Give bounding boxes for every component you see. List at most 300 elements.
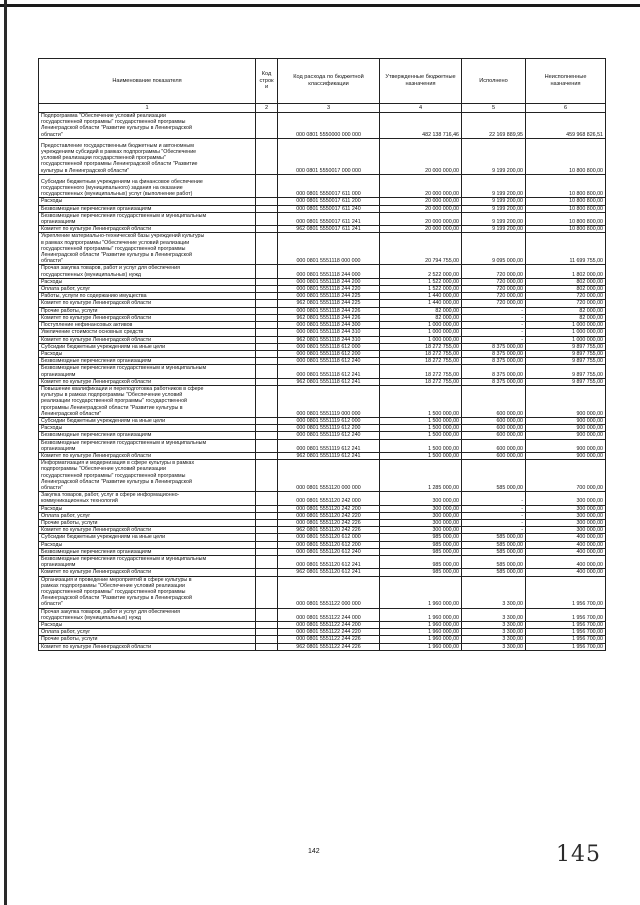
row-approved-amount: 1 960 000,00 <box>380 643 462 650</box>
row-remaining-amount: 9 897 755,00 <box>526 365 606 378</box>
header-budget-classification-code: Код расхода по бюджетной классификации <box>278 59 380 104</box>
table-row <box>39 174 606 198</box>
row-line-code <box>256 417 278 424</box>
row-executed-amount: 9 199 200,00 <box>462 198 526 205</box>
row-indicator-name: Комитет по культуре Ленинградской области <box>39 226 256 233</box>
row-budget-code: 000 0801 5551119 612 241 <box>278 439 380 452</box>
table-row <box>39 569 606 576</box>
row-approved-amount: 1 285 000,00 <box>380 460 462 492</box>
row-executed-amount: - <box>462 307 526 314</box>
row-remaining-amount: 459 968 826,51 <box>526 113 606 139</box>
table-row <box>39 512 606 519</box>
row-budget-code: 000 0801 5551119 612 200 <box>278 425 380 432</box>
row-approved-amount: 1 522 000,00 <box>380 278 462 285</box>
row-remaining-amount: 10 800 800,00 <box>526 226 606 233</box>
row-executed-amount: 720 000,00 <box>462 265 526 278</box>
row-executed-amount: 600 000,00 <box>462 439 526 452</box>
table-row <box>39 439 606 452</box>
row-remaining-amount: 900 000,00 <box>526 452 606 459</box>
row-budget-code: 962 0801 5551118 612 241 <box>278 378 380 385</box>
row-executed-amount: 585 000,00 <box>462 569 526 576</box>
row-executed-amount: - <box>462 519 526 526</box>
column-number-2: 2 <box>256 104 278 113</box>
row-line-code <box>256 378 278 385</box>
row-remaining-amount: 1 000 000,00 <box>526 322 606 329</box>
row-remaining-amount: 400 000,00 <box>526 534 606 541</box>
row-indicator-name: Безвозмездные перечисления государственным и муниципальным организациям <box>39 365 256 378</box>
row-executed-amount: 585 000,00 <box>462 541 526 548</box>
row-indicator-name: Поступление нефинансовых активов <box>39 322 256 329</box>
row-approved-amount: 1 500 000,00 <box>380 425 462 432</box>
row-remaining-amount: 900 000,00 <box>526 425 606 432</box>
row-approved-amount: 82 000,00 <box>380 314 462 321</box>
row-approved-amount: 1 500 000,00 <box>380 452 462 459</box>
row-budget-code: 000 0801 5551118 612 241 <box>278 365 380 378</box>
column-number-6: 6 <box>526 104 606 113</box>
row-executed-amount: - <box>462 329 526 336</box>
row-remaining-amount: 300 000,00 <box>526 519 606 526</box>
row-approved-amount: 1 522 000,00 <box>380 286 462 293</box>
row-executed-amount: 585 000,00 <box>462 556 526 569</box>
row-budget-code: 000 0801 5551120 000 000 <box>278 460 380 492</box>
row-approved-amount: 20 000 000,00 <box>380 174 462 198</box>
row-executed-amount: 3 300,00 <box>462 629 526 636</box>
row-budget-code: 962 0801 5551119 612 241 <box>278 452 380 459</box>
row-executed-amount: 9 199 200,00 <box>462 174 526 198</box>
row-line-code <box>256 329 278 336</box>
table-row <box>39 548 606 555</box>
table-row <box>39 608 606 621</box>
table-row <box>39 113 606 139</box>
row-line-code <box>256 569 278 576</box>
row-remaining-amount: 400 000,00 <box>526 548 606 555</box>
row-approved-amount: 1 500 000,00 <box>380 417 462 424</box>
table-row <box>39 378 606 385</box>
row-budget-code: 000 0801 5551118 000 000 <box>278 233 380 265</box>
row-indicator-name: Прочая закупка товаров, работ и услуг для обеспечения государственных (муниципальных) нужд <box>39 608 256 621</box>
table-row <box>39 519 606 526</box>
column-number-5: 5 <box>462 104 526 113</box>
row-remaining-amount: 1 956 700,00 <box>526 622 606 629</box>
row-executed-amount: 600 000,00 <box>462 432 526 439</box>
row-executed-amount: 9 199 200,00 <box>462 138 526 174</box>
row-executed-amount: 3 300,00 <box>462 636 526 643</box>
row-executed-amount: 8 375 000,00 <box>462 350 526 357</box>
table-row <box>39 314 606 321</box>
row-budget-code: 000 0801 5550017 611 200 <box>278 198 380 205</box>
row-line-code <box>256 636 278 643</box>
row-budget-code: 000 0801 5551120 242 000 <box>278 492 380 505</box>
row-indicator-name: Безвозмездные перечисления организациям <box>39 205 256 212</box>
row-budget-code: 000 0801 5550000 000 000 <box>278 113 380 139</box>
row-executed-amount: 600 000,00 <box>462 417 526 424</box>
table-row <box>39 350 606 357</box>
row-remaining-amount: 11 699 755,00 <box>526 233 606 265</box>
row-executed-amount: 600 000,00 <box>462 425 526 432</box>
row-indicator-name: Комитет по культуре Ленинградской области <box>39 452 256 459</box>
row-executed-amount: 720 000,00 <box>462 300 526 307</box>
row-line-code <box>256 460 278 492</box>
table-header-row <box>39 59 606 104</box>
row-budget-code: 962 0801 5551118 244 225 <box>278 300 380 307</box>
table-row <box>39 226 606 233</box>
row-line-code <box>256 629 278 636</box>
row-approved-amount: 18 272 755,00 <box>380 343 462 350</box>
row-indicator-name: Оплата работ, услуг <box>39 629 256 636</box>
row-indicator-name: Информатизация и модернизация в сфере культуры в рамках подпрограммы "Обеспечение условий реализации государственной программы" государственной программы Ленинградской области "Развитие культуры в Ленинградской области" <box>39 460 256 492</box>
row-line-code <box>256 198 278 205</box>
row-executed-amount: 22 169 889,95 <box>462 113 526 139</box>
row-approved-amount: 1 440 000,00 <box>380 293 462 300</box>
row-budget-code: 000 0801 5550017 611 240 <box>278 205 380 212</box>
table-row <box>39 265 606 278</box>
row-remaining-amount: 9 897 755,00 <box>526 358 606 365</box>
row-line-code <box>256 365 278 378</box>
row-approved-amount: 1 440 000,00 <box>380 300 462 307</box>
row-remaining-amount: 300 000,00 <box>526 505 606 512</box>
table-body <box>39 113 606 651</box>
row-executed-amount: 8 375 000,00 <box>462 378 526 385</box>
row-approved-amount: 1 500 000,00 <box>380 432 462 439</box>
row-indicator-name: Субсидии бюджетным учреждениям на иные цели <box>39 343 256 350</box>
row-approved-amount: 20 000 000,00 <box>380 226 462 233</box>
table-row <box>39 576 606 608</box>
row-approved-amount: 20 000 000,00 <box>380 205 462 212</box>
row-line-code <box>256 505 278 512</box>
row-line-code <box>256 212 278 225</box>
row-approved-amount: 1 500 000,00 <box>380 439 462 452</box>
row-remaining-amount: 900 000,00 <box>526 432 606 439</box>
row-line-code <box>256 358 278 365</box>
row-indicator-name: Увеличение стоимости основных средств <box>39 329 256 336</box>
row-executed-amount: 8 375 000,00 <box>462 343 526 350</box>
row-approved-amount: 20 000 000,00 <box>380 212 462 225</box>
table-row <box>39 425 606 432</box>
row-remaining-amount: 802 000,00 <box>526 278 606 285</box>
row-indicator-name: Расходы <box>39 198 256 205</box>
row-indicator-name: Комитет по культуре Ленинградской области <box>39 643 256 650</box>
row-approved-amount: 1 960 000,00 <box>380 622 462 629</box>
row-budget-code: 962 0801 5550017 611 241 <box>278 226 380 233</box>
column-numbering-row <box>39 104 606 113</box>
row-approved-amount: 985 000,00 <box>380 548 462 555</box>
row-budget-code: 000 0801 5551120 242 200 <box>278 505 380 512</box>
row-remaining-amount: 1 956 700,00 <box>526 629 606 636</box>
row-remaining-amount: 10 800 800,00 <box>526 198 606 205</box>
row-remaining-amount: 720 000,00 <box>526 300 606 307</box>
row-executed-amount: 720 000,00 <box>462 278 526 285</box>
row-line-code <box>256 226 278 233</box>
row-line-code <box>256 307 278 314</box>
row-budget-code: 000 0801 5550017 000 000 <box>278 138 380 174</box>
row-budget-code: 000 0801 5551118 612 000 <box>278 343 380 350</box>
row-line-code <box>256 527 278 534</box>
row-budget-code: 000 0801 5550017 611 000 <box>278 174 380 198</box>
row-indicator-name: Субсидии бюджетным учреждениям на иные цели <box>39 534 256 541</box>
row-approved-amount: 1 960 000,00 <box>380 636 462 643</box>
row-remaining-amount: 10 800 800,00 <box>526 174 606 198</box>
row-budget-code: 000 0801 5551118 244 220 <box>278 286 380 293</box>
table-row <box>39 385 606 417</box>
table-row <box>39 286 606 293</box>
row-line-code <box>256 439 278 452</box>
row-indicator-name: Безвозмездные перечисления государственным и муниципальным организациям <box>39 439 256 452</box>
table-row <box>39 636 606 643</box>
row-indicator-name: Комитет по культуре Ленинградской области <box>39 527 256 534</box>
row-line-code <box>256 322 278 329</box>
table-row <box>39 541 606 548</box>
row-remaining-amount: 9 897 755,00 <box>526 378 606 385</box>
row-executed-amount: - <box>462 492 526 505</box>
row-line-code <box>256 174 278 198</box>
table-row <box>39 534 606 541</box>
row-indicator-name: Безвозмездные перечисления государственным и муниципальным организациям <box>39 212 256 225</box>
row-budget-code: 000 0801 5551118 244 310 <box>278 329 380 336</box>
row-approved-amount: 82 000,00 <box>380 307 462 314</box>
row-remaining-amount: 700 000,00 <box>526 460 606 492</box>
table-row <box>39 358 606 365</box>
row-remaining-amount: 1 000 000,00 <box>526 336 606 343</box>
table-row <box>39 505 606 512</box>
table-row <box>39 556 606 569</box>
stamped-sheet-number: 145 <box>556 842 601 867</box>
row-remaining-amount: 900 000,00 <box>526 417 606 424</box>
column-number-1: 1 <box>39 104 256 113</box>
row-line-code <box>256 233 278 265</box>
row-executed-amount: 585 000,00 <box>462 534 526 541</box>
row-budget-code: 000 0801 5551122 244 220 <box>278 629 380 636</box>
row-executed-amount: 3 300,00 <box>462 622 526 629</box>
row-line-code <box>256 432 278 439</box>
column-number-4: 4 <box>380 104 462 113</box>
row-approved-amount: 1 000 000,00 <box>380 336 462 343</box>
row-executed-amount: 9 199 200,00 <box>462 212 526 225</box>
table-row <box>39 492 606 505</box>
row-indicator-name: Безвозмездные перечисления организациям <box>39 358 256 365</box>
top-border-rule <box>0 4 640 7</box>
row-remaining-amount: 1 802 000,00 <box>526 265 606 278</box>
row-indicator-name: Предоставление государственным бюджетным и автономным учреждениям субсидий в рамках подпрограммы "Обеспечение условий реализации государственной программы" государственной программы Ленинградской области "Развитие культуры в Ленинградской области" <box>39 138 256 174</box>
row-budget-code: 962 0801 5551118 244 226 <box>278 314 380 321</box>
header-line-code: Код строк и <box>256 59 278 104</box>
row-budget-code: 000 0801 5551118 244 300 <box>278 322 380 329</box>
row-indicator-name: Расходы <box>39 622 256 629</box>
row-line-code <box>256 205 278 212</box>
row-approved-amount: 1 960 000,00 <box>380 608 462 621</box>
row-budget-code: 000 0801 5551118 244 225 <box>278 293 380 300</box>
row-executed-amount: 3 300,00 <box>462 576 526 608</box>
row-indicator-name: Укрепление материально-технической базы учреждений культуры в рамках подпрограммы "Обеспечение условий реализации государственной программы" государственной программы Ленинградской области "Развитие культуры в Ленинградской области" <box>39 233 256 265</box>
row-budget-code: 962 0801 5551120 242 226 <box>278 527 380 534</box>
row-executed-amount: 585 000,00 <box>462 460 526 492</box>
row-remaining-amount: 1 956 700,00 <box>526 643 606 650</box>
row-executed-amount: 720 000,00 <box>462 293 526 300</box>
row-remaining-amount: 400 000,00 <box>526 541 606 548</box>
row-approved-amount: 300 000,00 <box>380 519 462 526</box>
table-row <box>39 417 606 424</box>
row-indicator-name: Прочая закупка товаров, работ и услуг для обеспечения государственных (муниципальных) нужд <box>39 265 256 278</box>
row-indicator-name: Расходы <box>39 541 256 548</box>
table-row <box>39 212 606 225</box>
row-budget-code: 000 0801 5551120 612 000 <box>278 534 380 541</box>
row-line-code <box>256 286 278 293</box>
row-remaining-amount: 900 000,00 <box>526 439 606 452</box>
row-budget-code: 000 0801 5551118 244 226 <box>278 307 380 314</box>
table-row <box>39 198 606 205</box>
row-approved-amount: 20 794 755,00 <box>380 233 462 265</box>
row-line-code <box>256 556 278 569</box>
table-row <box>39 307 606 314</box>
row-line-code <box>256 278 278 285</box>
row-indicator-name: Оплата работ, услуг <box>39 512 256 519</box>
row-approved-amount: 482 138 716,46 <box>380 113 462 139</box>
row-executed-amount: 9 199 200,00 <box>462 226 526 233</box>
row-budget-code: 000 0801 5551120 612 240 <box>278 548 380 555</box>
row-budget-code: 000 0801 5551119 612 000 <box>278 417 380 424</box>
table-row <box>39 365 606 378</box>
row-line-code <box>256 622 278 629</box>
row-budget-code: 000 0801 5551120 242 220 <box>278 512 380 519</box>
row-line-code <box>256 643 278 650</box>
row-budget-code: 000 0801 5551118 244 200 <box>278 278 380 285</box>
row-remaining-amount: 802 000,00 <box>526 286 606 293</box>
row-line-code <box>256 293 278 300</box>
row-budget-code: 962 0801 5551122 244 226 <box>278 643 380 650</box>
row-budget-code: 000 0801 5551119 000 000 <box>278 385 380 417</box>
row-remaining-amount: 1 000 000,00 <box>526 329 606 336</box>
row-indicator-name: Комитет по культуре Ленинградской области <box>39 314 256 321</box>
row-indicator-name: Организация и проведение мероприятий в сфере культуры в рамках подпрограммы "Обеспечение условий реализации государственной программы" государственной программы Ленинградской области "Развитие культуры в Ленинградской области" <box>39 576 256 608</box>
row-budget-code: 000 0801 5551120 612 200 <box>278 541 380 548</box>
row-remaining-amount: 82 000,00 <box>526 307 606 314</box>
row-indicator-name: Комитет по культуре Ленинградской области <box>39 336 256 343</box>
row-line-code <box>256 541 278 548</box>
row-budget-code: 000 0801 5551122 244 000 <box>278 608 380 621</box>
row-budget-code: 000 0801 5551118 244 000 <box>278 265 380 278</box>
row-indicator-name: Расходы <box>39 350 256 357</box>
row-executed-amount: - <box>462 336 526 343</box>
row-remaining-amount: 400 000,00 <box>526 556 606 569</box>
row-line-code <box>256 300 278 307</box>
row-line-code <box>256 519 278 526</box>
row-remaining-amount: 1 956 700,00 <box>526 636 606 643</box>
table-row <box>39 322 606 329</box>
table-row <box>39 233 606 265</box>
table-row <box>39 452 606 459</box>
row-remaining-amount: 720 000,00 <box>526 293 606 300</box>
row-budget-code: 000 0801 5550017 611 241 <box>278 212 380 225</box>
row-budget-code: 000 0801 5551122 000 000 <box>278 576 380 608</box>
row-remaining-amount: 300 000,00 <box>526 492 606 505</box>
row-approved-amount: 985 000,00 <box>380 556 462 569</box>
row-executed-amount: - <box>462 527 526 534</box>
row-indicator-name: Комитет по культуре Ленинградской области <box>39 569 256 576</box>
row-indicator-name: Безвозмездные перечисления организациям <box>39 548 256 555</box>
row-approved-amount: 1 000 000,00 <box>380 329 462 336</box>
header-approved-assignments: Утвержденные бюджетные назначения <box>380 59 462 104</box>
row-line-code <box>256 385 278 417</box>
row-approved-amount: 300 000,00 <box>380 492 462 505</box>
row-approved-amount: 2 522 000,00 <box>380 265 462 278</box>
row-line-code <box>256 492 278 505</box>
row-indicator-name: Повышение квалификации и переподготовка работников в сфере культуры в рамках подпрограммы "Обеспечение условий реализации государственной программы" государственной программы Ленинградской области "Развитие культуры в Ленинградской области" <box>39 385 256 417</box>
row-indicator-name: Работы, услуги по содержанию имущества <box>39 293 256 300</box>
header-unexecuted-assignments: Неисполненные назначения <box>526 59 606 104</box>
row-approved-amount: 1 000 000,00 <box>380 322 462 329</box>
row-line-code <box>256 265 278 278</box>
table-row <box>39 343 606 350</box>
row-line-code <box>256 512 278 519</box>
row-indicator-name: Субсидии бюджетным учреждениям на финансовое обеспечение государственного (муниципального) задания на оказание государственных (муниципальных) услуг (выполнение работ) <box>39 174 256 198</box>
row-executed-amount: 3 300,00 <box>462 643 526 650</box>
row-executed-amount: 9 199 200,00 <box>462 205 526 212</box>
row-indicator-name: Прочие работы, услуги <box>39 519 256 526</box>
table-row <box>39 205 606 212</box>
row-budget-code: 000 0801 5551119 612 240 <box>278 432 380 439</box>
row-remaining-amount: 9 897 755,00 <box>526 343 606 350</box>
left-margin-rule <box>4 0 7 905</box>
row-remaining-amount: 10 800 800,00 <box>526 212 606 225</box>
row-approved-amount: 1 960 000,00 <box>380 576 462 608</box>
row-remaining-amount: 300 000,00 <box>526 527 606 534</box>
row-budget-code: 000 0801 5551118 612 200 <box>278 350 380 357</box>
row-approved-amount: 20 000 000,00 <box>380 198 462 205</box>
header-indicator-name: Наименование показателя <box>39 59 256 104</box>
row-executed-amount: 8 375 000,00 <box>462 358 526 365</box>
table-row <box>39 329 606 336</box>
row-budget-code: 000 0801 5551120 242 226 <box>278 519 380 526</box>
row-remaining-amount: 10 800 800,00 <box>526 205 606 212</box>
row-approved-amount: 985 000,00 <box>380 569 462 576</box>
table-row <box>39 278 606 285</box>
row-line-code <box>256 336 278 343</box>
column-number-3: 3 <box>278 104 380 113</box>
row-approved-amount: 300 000,00 <box>380 527 462 534</box>
row-executed-amount: - <box>462 505 526 512</box>
row-remaining-amount: 82 000,00 <box>526 314 606 321</box>
row-line-code <box>256 576 278 608</box>
table-row <box>39 460 606 492</box>
row-executed-amount: - <box>462 322 526 329</box>
row-indicator-name: Расходы <box>39 505 256 512</box>
row-budget-code: 000 0801 5551120 612 241 <box>278 556 380 569</box>
row-approved-amount: 18 272 755,00 <box>380 350 462 357</box>
row-line-code <box>256 314 278 321</box>
row-remaining-amount: 10 800 800,00 <box>526 138 606 174</box>
row-executed-amount: - <box>462 512 526 519</box>
row-indicator-name: Подпрограмма "Обеспечение условий реализации государственной программы" государственной программы Ленинградской области "Развитие культуры в Ленинградской области" <box>39 113 256 139</box>
row-remaining-amount: 300 000,00 <box>526 512 606 519</box>
row-executed-amount: 600 000,00 <box>462 452 526 459</box>
row-indicator-name: Комитет по культуре Ленинградской области <box>39 378 256 385</box>
table-row <box>39 629 606 636</box>
row-remaining-amount: 9 897 755,00 <box>526 350 606 357</box>
row-approved-amount: 1 960 000,00 <box>380 629 462 636</box>
table-row <box>39 643 606 650</box>
page-number: 142 <box>308 848 320 855</box>
row-executed-amount: 720 000,00 <box>462 286 526 293</box>
row-remaining-amount: 1 956 700,00 <box>526 576 606 608</box>
row-approved-amount: 300 000,00 <box>380 512 462 519</box>
budget-execution-table <box>38 58 606 651</box>
row-executed-amount: 600 000,00 <box>462 385 526 417</box>
row-indicator-name: Прочие работы, услуги <box>39 307 256 314</box>
row-budget-code: 000 0801 5551118 612 240 <box>278 358 380 365</box>
row-indicator-name: Безвозмездные перечисления государственным и муниципальным организациям <box>39 556 256 569</box>
row-approved-amount: 18 272 755,00 <box>380 365 462 378</box>
table-row <box>39 432 606 439</box>
table-row <box>39 300 606 307</box>
